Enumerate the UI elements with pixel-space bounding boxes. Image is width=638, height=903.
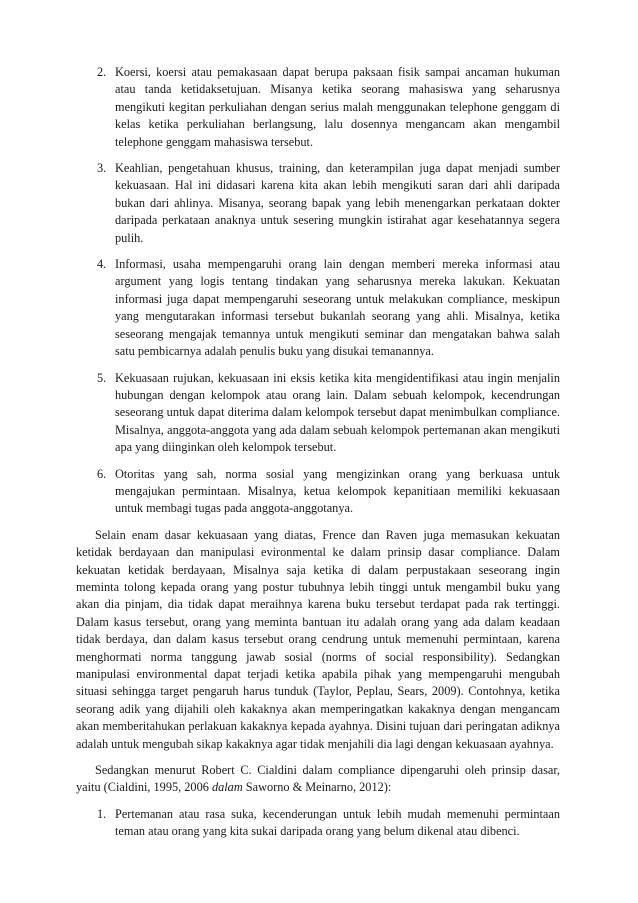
list-item: [76, 370, 560, 457]
body-paragraph: Selain enam dasar kekuasaan yang diatas, Frence dan Raven juga memasukan kekuatan ketidak berdayaan dan manipulasi evironmental ke dalam prinsip dasar compliance. Dalam kekuatan ketidak berdayaan, Misalnya saja ketika di dalam perpustakaan seseorang ingin meminta tolong kepada orang yang postur tubuhnya lebih tinggi untuk mengambil buku yang akan dia pinjam, dia tidak dapat meraihnya karena buku tersebut terdapat pada rak tertinggi. Dalam kasus tersebut, orang yang meminta bantuan itu adalah orang yang ada dalam keadaan tidak berdaya, dan dalam kasus tersebut orang cendrung untuk memenuhi permintaan, karena menghormati norma tanggung jawab sosial (norms of social responsibility). Sedangkan manipulasi environmental dapat terjadi ketika apabila pihak yang mempengaruhi mengubah situasi sehingga target pengaruh harus tunduk (Taylor, Peplau, Sears, 2009). Contohnya, ketika seorang adik yang dijahili oleh kakaknya akan memperingatkan kakaknya dengan mengancam akan memberitahukan perlakuan kakaknya kepada ayahnya. Disini tujuan dari peringatan adiknya adalah untuk mengubah sikap kakaknya agar tidak menjahili dia lagi dengan kekuasaan ayahnya.: [76, 527, 560, 751]
list-number: 2.: [97, 65, 107, 79]
list-item: [76, 64, 560, 151]
list-text: Informasi, usaha mempengaruhi orang lain dengan memberi mereka informasi atau argument yang logis tentang tindakan yang seharusnya mereka lakukan. Kekuatan informasi juga dapat mempengaruhi seseorang untuk melakukan compliance, meskipun yang mengutarakan informasi tersebut bukanlah seorang yang ahli. Misalnya, ketika seseorang mengajak temannya untuk mengikuti seminar dan mengatakan bahwa salah satu pembicarnya adalah penulis buku yang disukai temanannya.: [115, 257, 560, 359]
paragraph-italic: dalam: [211, 780, 243, 795]
list-text: Otoritas yang sah, norma sosial yang mengizinkan orang yang berkuasa untuk mengajukan permintaan. Misalnya, ketua kelompok kepanitiaan memiliki kekuasaan untuk membagi tugas pada anggota-anggotanya.: [115, 466, 560, 516]
list-text: Keahlian, pengetahuan khusus, training, dan keterampilan juga dapat menjadi sumber kekuasaan. Hal ini didasari karena kita akan lebih mengikuti saran dari ahli daripada bukan dari ahlinya. Misanya, seorang bapak yang lebih menengarkan perkataan dokter daripada perkataan anaknya untuk sesering mungkin istirahat agar kesehatannya segera pulih.: [115, 161, 560, 245]
power-bases-list: [76, 64, 560, 518]
paragraph-text-after: Saworno & Meinarno, 2012):: [242, 780, 392, 795]
list-text: Koersi, koersi atau pemakasaan dapat berupa paksaan fisik sampai ancaman hukuman atau tanda ketidaksetujuan. Misanya ketika seorang mahasiswa yang seharusnya mengikuti kegitan perkuliahan dengan serius malah menggunakan telephone genggam di kelas ketika perkuliahan berlangsung, lalu dosennya mengancam akan mengambil telephone genggam mahasiswa tersebut.: [115, 65, 560, 149]
paragraph-text-before: Sedangkan menurut Robert C. Cialdini dalam compliance dipengaruhi oleh prinsip dasar, yaitu (Cialdini, 1995, 2006: [76, 763, 560, 795]
list-number: 5.: [97, 370, 107, 385]
list-number: 4.: [97, 257, 107, 272]
list-number: 1.: [97, 806, 107, 821]
cialdini-principles-list: [76, 806, 560, 841]
list-text: Kekuasaan rujukan, kekuasaan ini eksis ketika kita mengidentifikasi atau ingin menjalin hubungan dengan kelompok atau orang lain. Dalam sebuah kelompok, kecendrungan seseorang untuk dapat diterima dalam kelompok tersebut dapat menimbulkan compliance. Misalnya, anggota-anggota yang ada dalam sebuah kelompok pertemanan akan mengikuti apa yang diinginkan oleh kelompok tersebut.: [115, 370, 560, 455]
list-item: [76, 466, 560, 518]
list-item: [76, 160, 560, 247]
body-paragraph-cialdini: [76, 762, 560, 797]
list-item: [76, 256, 560, 360]
list-item: [76, 806, 560, 841]
list-text: Pertemanan atau rasa suka, kecenderungan untuk lebih mudah memenuhi permintaan teman atau orang yang kita sukai daripada orang yang belum dikenal atau dibenci.: [115, 806, 560, 839]
list-number: 6.: [97, 466, 107, 481]
list-number: 3.: [97, 161, 107, 176]
